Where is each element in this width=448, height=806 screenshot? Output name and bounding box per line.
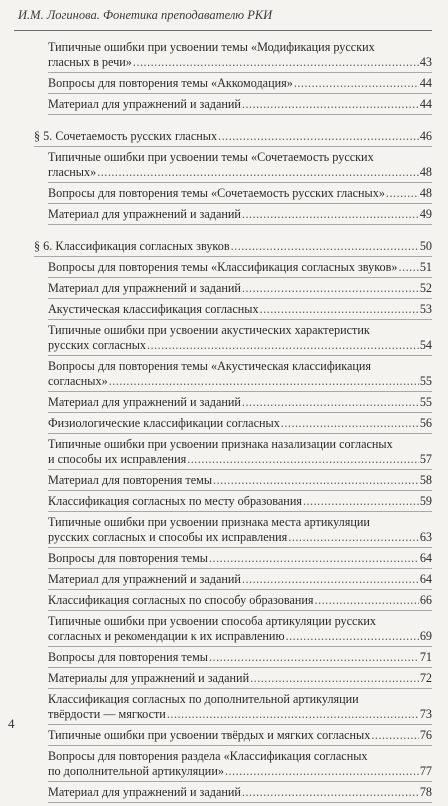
toc-entry-title: § 5. Сочетаемость русских гласных xyxy=(34,129,218,143)
row-divider xyxy=(48,568,432,569)
row-divider xyxy=(34,146,432,147)
leader-dots xyxy=(242,207,419,222)
toc-entry-title: Типичные ошибки при усвоении твёрдых и мягких согласных xyxy=(48,728,371,742)
toc-page-number: 76 xyxy=(419,728,432,742)
leader-dots xyxy=(386,186,419,201)
toc-entry-title-line: Вопросы для повторения раздела «Классификация согласных xyxy=(48,749,368,763)
row-divider xyxy=(48,412,432,413)
toc-page-number: 44 xyxy=(419,97,432,111)
toc-entry[interactable] xyxy=(48,281,446,299)
toc-page-number: 48 xyxy=(419,165,432,179)
row-divider xyxy=(48,802,432,803)
toc-page-number: 48 xyxy=(419,186,432,200)
leader-dots xyxy=(147,338,419,353)
toc-page-number: 78 xyxy=(419,785,432,799)
leader-dots xyxy=(109,374,419,389)
toc-entry[interactable] xyxy=(48,207,446,225)
section-gap xyxy=(0,228,448,239)
toc-entry[interactable] xyxy=(48,260,446,278)
toc-entry-title: Материал для упражнений и заданий xyxy=(48,207,241,221)
toc-entry-title: гласных» xyxy=(48,165,97,179)
toc-page-number: 69 xyxy=(419,629,432,643)
toc-page-number: 72 xyxy=(419,671,432,685)
toc-entry-title: Материал для упражнений и заданий xyxy=(48,785,241,799)
toc-page-number: 50 xyxy=(419,239,432,253)
toc-entry-title-line: Типичные ошибки при усвоении темы «Модификация русских xyxy=(48,40,375,54)
toc-entry-title: Вопросы для повторения темы «Сочетаемость русских гласных» xyxy=(48,186,385,200)
toc-entry[interactable] xyxy=(48,515,446,548)
toc-entry[interactable] xyxy=(48,473,446,491)
row-divider xyxy=(34,256,432,257)
toc-entry-title: Вопросы для повторения темы «Классификация согласных звуков» xyxy=(48,260,398,274)
toc-entry-title: и способы их исправления xyxy=(48,452,187,466)
toc-entry-title-line: Типичные ошибки при усвоении признака места артикуляции xyxy=(48,515,370,529)
row-divider xyxy=(48,433,432,434)
toc-entry-title: русских согласных xyxy=(48,338,147,352)
toc-entry[interactable] xyxy=(48,650,446,668)
toc-page-number: 56 xyxy=(419,416,432,430)
row-divider xyxy=(48,203,432,204)
leader-dots xyxy=(231,239,419,254)
toc-section-entry[interactable] xyxy=(34,239,446,257)
toc-entry-title: Материалы для упражнений и заданий xyxy=(48,671,250,685)
toc-page-number: 52 xyxy=(419,281,432,295)
leader-dots xyxy=(242,572,419,587)
row-divider xyxy=(48,511,432,512)
toc-entry[interactable] xyxy=(48,302,446,320)
leader-dots xyxy=(398,260,418,275)
toc-entry[interactable] xyxy=(48,97,446,115)
row-divider xyxy=(48,72,432,73)
row-divider xyxy=(48,547,432,548)
row-divider xyxy=(48,277,432,278)
toc-page-number: 71 xyxy=(419,650,432,664)
toc-page-number: 63 xyxy=(419,530,432,544)
leader-dots xyxy=(260,302,419,317)
toc-entry[interactable] xyxy=(48,551,446,569)
toc-page-number: 51 xyxy=(419,260,432,274)
toc-page-number: 46 xyxy=(419,129,432,143)
toc-entry[interactable] xyxy=(48,671,446,689)
row-divider xyxy=(48,667,432,668)
toc-entry-title: Вопросы для повторения темы xyxy=(48,650,208,664)
leader-dots xyxy=(294,76,419,91)
toc-entry[interactable] xyxy=(48,692,446,725)
row-divider xyxy=(48,781,432,782)
row-divider xyxy=(48,646,432,647)
toc-entry[interactable] xyxy=(48,614,446,647)
row-divider xyxy=(48,745,432,746)
toc-entry[interactable] xyxy=(48,150,446,183)
toc-entry-title: Классификация согласных по месту образования xyxy=(48,494,302,508)
leader-dots xyxy=(242,785,419,800)
toc-entry-title: Вопросы для повторения темы xyxy=(48,551,208,565)
toc-entry-title: согласных» xyxy=(48,374,108,388)
row-divider xyxy=(48,355,432,356)
toc-entry[interactable] xyxy=(48,785,446,803)
toc-entry-title: Материал для повторения темы xyxy=(48,473,213,487)
toc-entry-title: твёрдости — мягкости xyxy=(48,707,166,721)
toc-entry[interactable] xyxy=(48,40,446,73)
toc-page-number: 53 xyxy=(419,302,432,316)
leader-dots xyxy=(242,395,419,410)
toc-entry[interactable] xyxy=(48,494,446,512)
toc-entry[interactable] xyxy=(48,416,446,434)
toc-page-number: 49 xyxy=(419,207,432,221)
row-divider xyxy=(48,182,432,183)
toc-page-number: 77 xyxy=(419,764,432,778)
leader-dots xyxy=(97,165,419,180)
toc-entry-title: Материал для упражнений и заданий xyxy=(48,395,241,409)
leader-dots xyxy=(167,707,419,722)
row-divider xyxy=(48,589,432,590)
leader-dots xyxy=(242,281,419,296)
toc-entry-title: гласных в речи» xyxy=(48,55,132,69)
toc-entry-title: Акустическая классификация согласных xyxy=(48,302,259,316)
toc-page-number: 44 xyxy=(419,76,432,90)
toc-entry[interactable] xyxy=(48,76,446,94)
row-divider xyxy=(48,688,432,689)
toc-page-number: 55 xyxy=(419,374,432,388)
row-divider xyxy=(48,114,432,115)
toc-entry-title: Материал для упражнений и заданий xyxy=(48,281,241,295)
row-divider xyxy=(48,490,432,491)
row-divider xyxy=(48,93,432,94)
leader-dots xyxy=(288,530,419,545)
leader-dots xyxy=(250,671,419,686)
toc-page-number: 43 xyxy=(419,55,432,69)
leader-dots xyxy=(187,452,419,467)
toc-entry[interactable] xyxy=(48,359,446,392)
toc-page-number: 57 xyxy=(419,452,432,466)
toc-entry-title-line: Типичные ошибки при усвоении акустических характеристик xyxy=(48,323,370,337)
row-divider xyxy=(48,469,432,470)
toc-page-number: 73 xyxy=(419,707,432,721)
row-divider xyxy=(48,319,432,320)
leader-dots xyxy=(133,55,419,70)
toc-entry-title-line: Классификация согласных по дополнительной артикуляции xyxy=(48,692,359,706)
leader-dots xyxy=(303,494,419,509)
leader-dots xyxy=(225,764,419,779)
toc-page-number: 54 xyxy=(419,338,432,352)
toc-entry[interactable] xyxy=(48,572,446,590)
toc-page-number: 58 xyxy=(419,473,432,487)
toc-page-number: 64 xyxy=(419,572,432,586)
toc-entry[interactable] xyxy=(48,593,446,611)
toc-page-number: 66 xyxy=(419,593,432,607)
section-gap xyxy=(0,118,448,129)
toc-entry[interactable] xyxy=(48,437,446,470)
toc-entry[interactable] xyxy=(48,395,446,413)
leader-dots xyxy=(209,650,419,665)
toc-entry-title: § 6. Классификация согласных звуков xyxy=(34,239,230,253)
toc-page-number: 55 xyxy=(419,395,432,409)
leader-dots xyxy=(371,728,418,743)
toc-section-entry[interactable] xyxy=(34,129,446,147)
toc-entry[interactable] xyxy=(48,728,446,746)
toc-entry[interactable] xyxy=(48,186,446,204)
header-rule xyxy=(14,30,432,31)
toc-page-number: 64 xyxy=(419,551,432,565)
toc-entry-title-line: Типичные ошибки при усвоении темы «Сочетаемость русских xyxy=(48,150,374,164)
leader-dots xyxy=(281,416,419,431)
toc-entry-title: Материал для упражнений и заданий xyxy=(48,572,241,586)
leader-dots xyxy=(242,97,419,112)
toc-entry-title: согласных и рекомендации к их исправлению xyxy=(48,629,285,643)
table-of-contents xyxy=(0,40,448,806)
toc-entry-title-line: Типичные ошибки при усвоении признака назализации согласных xyxy=(48,437,393,451)
toc-entry-title: Физиологические классификации согласных xyxy=(48,416,280,430)
leader-dots xyxy=(286,629,419,644)
toc-entry-title-line: Типичные ошибки при усвоении способа артикуляции русских xyxy=(48,614,376,628)
toc-entry-title: Классификация согласных по способу образования xyxy=(48,593,314,607)
toc-entry-title-line: Вопросы для повторения темы «Акустическая классификация xyxy=(48,359,372,373)
toc-entry-title: Вопросы для повторения темы «Аккомодация» xyxy=(48,76,293,90)
running-header: И.М. Логинова. Фонетика преподавателю РКИ xyxy=(18,8,273,22)
toc-page-number: 59 xyxy=(419,494,432,508)
row-divider xyxy=(48,391,432,392)
row-divider xyxy=(48,224,432,225)
row-divider xyxy=(48,298,432,299)
page-number: 4 xyxy=(8,716,15,731)
leader-dots xyxy=(213,473,419,488)
toc-entry[interactable] xyxy=(48,749,446,782)
leader-dots xyxy=(209,551,419,566)
leader-dots xyxy=(315,593,419,608)
row-divider xyxy=(48,610,432,611)
leader-dots xyxy=(218,129,419,144)
toc-entry[interactable] xyxy=(48,323,446,356)
toc-entry-title: Материал для упражнений и заданий xyxy=(48,97,241,111)
toc-entry-title: русских согласных и способы их исправления xyxy=(48,530,288,544)
toc-entry-title: по дополнительной артикуляции» xyxy=(48,764,224,778)
row-divider xyxy=(48,724,432,725)
